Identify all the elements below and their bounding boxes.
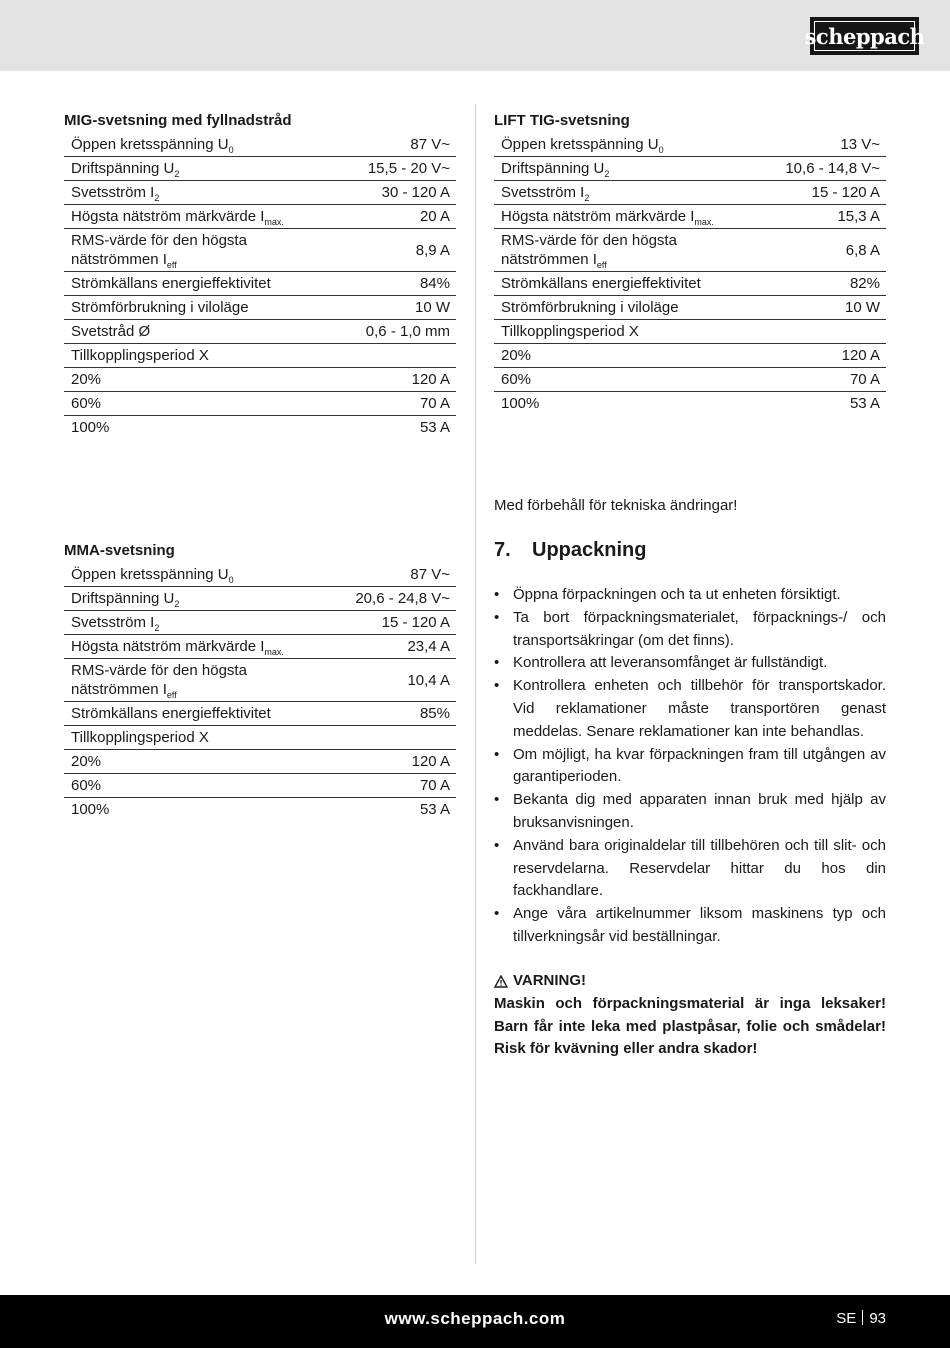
- spec-row: [64, 659, 456, 702]
- spec-label: [64, 563, 299, 587]
- spec-row: [494, 320, 886, 344]
- spec-label: [64, 157, 299, 181]
- bullet-icon: •: [494, 791, 500, 809]
- list-item: [494, 789, 886, 835]
- spec-label-subscript: 2: [604, 169, 610, 179]
- spec-value: 15 - 120 A: [381, 614, 450, 631]
- spec-label-text: RMS-värde för den högsta nätströmmen I: [71, 232, 247, 268]
- footer-url: www.scheppach.com: [384, 1309, 566, 1328]
- list-item: [494, 744, 886, 790]
- list-item-text: Bekanta dig med apparaten innan bruk med hjälp av bruksanvisningen.: [513, 791, 886, 831]
- spec-value: 53 A: [419, 419, 450, 436]
- spec-value: 53 A: [849, 395, 880, 412]
- spec-label-text: Öppen kretsspänning U: [71, 136, 229, 153]
- spec-value: 10,4 A: [407, 671, 450, 689]
- spec-row: [64, 344, 456, 368]
- spec-row: [64, 726, 456, 750]
- bullet-icon: •: [494, 905, 500, 923]
- spec-row: [64, 368, 456, 392]
- spec-value: 15,5 - 20 V~: [367, 160, 450, 177]
- footer-bar: [0, 1295, 950, 1348]
- spec-value: 0,6 - 1,0 mm: [365, 323, 450, 340]
- spec-label-text: Strömförbrukning i viloläge: [71, 299, 249, 316]
- spec-value: 53 A: [419, 801, 450, 818]
- mig-section: [64, 112, 456, 439]
- spec-row: [494, 272, 886, 296]
- spec-label-text: Driftspänning U: [501, 160, 605, 177]
- bullet-icon: •: [494, 836, 500, 854]
- spec-label-text: 20%: [501, 347, 532, 364]
- spec-label-text: RMS-värde för den högsta nätströmmen I: [71, 662, 247, 698]
- spec-label: [64, 205, 299, 229]
- spec-label: [494, 205, 729, 229]
- spec-value: 15,3 A: [837, 208, 880, 225]
- mma-title: MMA-svetsning: [64, 542, 175, 559]
- bullet-icon: •: [494, 608, 500, 626]
- warning-heading-text: VARNING!: [513, 972, 587, 989]
- spec-row: [494, 229, 886, 272]
- spec-value: 13 V~: [840, 136, 880, 153]
- warning-section: [494, 970, 886, 1061]
- spec-label-text: Strömkällans energieffektivitet: [71, 275, 271, 292]
- spec-value: 15 - 120 A: [811, 184, 880, 201]
- spec-label: [64, 133, 299, 157]
- spec-label-subscript: 2: [154, 623, 160, 633]
- list-item-text: Kontrollera enheten och tillbehör för transportskador. Vid reklamationer måste transportören genast meddelas. Senare reklamationer kan inte behandlas.: [513, 677, 886, 740]
- spec-value: 30 - 120 A: [381, 184, 450, 201]
- mma-spec-table: [64, 563, 456, 821]
- spec-row: [494, 296, 886, 320]
- spec-value: 120 A: [411, 371, 450, 388]
- spec-label-text: Högsta nätström märkvärde I: [71, 638, 265, 655]
- spec-label-text: 20%: [71, 753, 102, 770]
- spec-label: [494, 229, 729, 272]
- spec-label-text: RMS-värde för den högsta nätströmmen I: [501, 232, 677, 268]
- spec-label: [64, 659, 299, 702]
- spec-value: 120 A: [411, 753, 450, 770]
- spec-row: [64, 157, 456, 181]
- chapter-heading: [494, 538, 886, 562]
- spec-value: 8,9 A: [415, 241, 450, 259]
- spec-row: [494, 181, 886, 205]
- spec-row: [64, 611, 456, 635]
- spec-label-text: Strömkällans energieffektivitet: [501, 275, 701, 292]
- bullet-icon: •: [494, 677, 500, 695]
- spec-label-text: Strömkällans energieffektivitet: [71, 705, 271, 722]
- spec-label: [64, 611, 299, 635]
- page-separator: [862, 1310, 863, 1325]
- spec-label: [64, 587, 299, 611]
- spec-row: [64, 587, 456, 611]
- spec-label: [64, 181, 299, 205]
- logo-text: scheppach: [804, 23, 925, 49]
- spec-label-text: 100%: [71, 801, 110, 818]
- page-num: 93: [869, 1310, 886, 1327]
- spec-value: [729, 320, 886, 344]
- spec-label: [494, 272, 729, 296]
- spec-value: [299, 726, 456, 750]
- scheppach-logo: [804, 17, 925, 55]
- spec-row: [64, 272, 456, 296]
- spec-label-text: Svetsström I: [71, 184, 155, 201]
- spec-label-text: Öppen kretsspänning U: [71, 566, 229, 583]
- spec-label-subscript: max.: [264, 217, 284, 227]
- spec-label: [494, 344, 729, 368]
- spec-label-text: Högsta nätström märkvärde I: [71, 208, 265, 225]
- spec-label-subscript: eff: [596, 260, 607, 270]
- spec-label-text: 60%: [71, 395, 102, 412]
- spec-row: [64, 392, 456, 416]
- list-item-text: Ta bort förpackningsmaterialet, förpacknings-/ och transportsäkringar (om det finns).: [513, 608, 886, 649]
- spec-label: [64, 368, 299, 392]
- spec-label-text: Svetstråd Ø: [71, 323, 151, 340]
- spec-row: [494, 205, 886, 229]
- spec-value: 85%: [419, 705, 450, 722]
- spec-row: [64, 798, 456, 822]
- list-item-text: Om möjligt, ha kvar förpackningen fram till utgången av garantiperioden.: [513, 745, 886, 786]
- spec-row: [64, 181, 456, 205]
- warning-triangle-icon: [494, 975, 508, 988]
- spec-value: 10 W: [844, 299, 880, 316]
- spec-row: [64, 702, 456, 726]
- spec-value: 84%: [419, 275, 450, 292]
- spec-value: 20,6 - 24,8 V~: [355, 590, 450, 607]
- spec-label: [64, 774, 299, 798]
- spec-label: [494, 181, 729, 205]
- spec-row: [64, 133, 456, 157]
- chapter-number: 7.: [494, 539, 511, 561]
- spec-label: [64, 702, 299, 726]
- spec-label-text: 60%: [71, 777, 102, 794]
- spec-label: [494, 133, 729, 157]
- spec-label-text: 20%: [71, 371, 102, 388]
- list-item-text: Ange våra artikelnummer liksom maskinens typ och tillverkningsår vid beställningar.: [513, 905, 886, 945]
- spec-value: 87 V~: [410, 136, 450, 153]
- spec-value: 120 A: [841, 347, 880, 364]
- mma-section: [64, 542, 456, 821]
- spec-label-subscript: eff: [166, 260, 177, 270]
- spec-label: [64, 726, 299, 750]
- spec-row: [64, 635, 456, 659]
- spec-label-subscript: 0: [658, 145, 664, 155]
- spec-value: 20 A: [419, 208, 450, 225]
- spec-label: [494, 368, 729, 392]
- spec-label-text: Tillkopplingsperiod X: [71, 729, 209, 746]
- spec-label: [64, 798, 299, 822]
- spec-value: 23,4 A: [407, 638, 450, 655]
- spec-label: [64, 416, 299, 440]
- spec-row: [64, 229, 456, 272]
- spec-label: [64, 320, 299, 344]
- spec-value: 87 V~: [410, 566, 450, 583]
- spec-label: [64, 344, 299, 368]
- tig-spec-table: [494, 133, 886, 415]
- spec-row: [494, 157, 886, 181]
- technical-changes-note: Med förbehåll för tekniska ändringar!: [494, 497, 738, 514]
- spec-label-subscript: 2: [174, 599, 180, 609]
- spec-row: [64, 774, 456, 798]
- spec-label-text: Driftspänning U: [71, 160, 175, 177]
- spec-label-subscript: 2: [174, 169, 180, 179]
- note-section: [494, 496, 886, 515]
- spec-label-subscript: 2: [154, 193, 160, 203]
- warning-heading: [494, 970, 886, 993]
- list-item: [494, 607, 886, 653]
- spec-label-subscript: 0: [228, 145, 234, 155]
- spec-row: [64, 296, 456, 320]
- spec-label-text: Tillkopplingsperiod X: [501, 323, 639, 340]
- spec-row: [494, 344, 886, 368]
- bullet-icon: •: [494, 654, 500, 672]
- tig-section: [494, 112, 886, 415]
- tig-title: LIFT TIG-svetsning: [494, 112, 630, 129]
- spec-label: [64, 272, 299, 296]
- spec-row: [494, 368, 886, 392]
- spec-row: [64, 563, 456, 587]
- spec-row: [64, 416, 456, 440]
- spec-label: [64, 296, 299, 320]
- bullet-icon: •: [494, 745, 500, 763]
- spec-label-text: Driftspänning U: [71, 590, 175, 607]
- list-item: [494, 835, 886, 903]
- spec-label: [64, 750, 299, 774]
- spec-value: 6,8 A: [845, 241, 880, 259]
- page-number: [836, 1310, 886, 1327]
- spec-row: [494, 392, 886, 416]
- list-item-text: Använd bara originaldelar till tillbehören och till slit- och reservdelarna. Reservdelar hittar du hos din fackhandlare.: [513, 836, 886, 900]
- spec-label-subscript: max.: [264, 647, 284, 657]
- spec-row: [64, 320, 456, 344]
- mig-title: MIG-svetsning med fyllnadstråd: [64, 112, 292, 129]
- list-item: [494, 652, 886, 675]
- spec-label-text: Tillkopplingsperiod X: [71, 347, 209, 364]
- list-item: [494, 675, 886, 743]
- spec-value: [299, 344, 456, 368]
- spec-value: 10 W: [414, 299, 450, 316]
- spec-label-text: 60%: [501, 371, 532, 388]
- column-divider: [475, 104, 476, 1264]
- unpacking-section: [494, 538, 886, 949]
- spec-label-text: Högsta nätström märkvärde I: [501, 208, 695, 225]
- spec-value: 70 A: [419, 395, 450, 412]
- spec-label-subscript: 2: [584, 193, 590, 203]
- spec-label-text: Strömförbrukning i viloläge: [501, 299, 679, 316]
- spec-label-text: Öppen kretsspänning U: [501, 136, 659, 153]
- unpacking-list: [494, 584, 886, 949]
- spec-value: 10,6 - 14,8 V~: [785, 160, 880, 177]
- spec-label-text: 100%: [501, 395, 540, 412]
- spec-label: [64, 635, 299, 659]
- header-bar: [0, 0, 950, 71]
- spec-label-subscript: max.: [694, 217, 714, 227]
- spec-label-subscript: eff: [166, 690, 177, 700]
- spec-label-subscript: 0: [228, 575, 234, 585]
- spec-value: 82%: [849, 275, 880, 292]
- list-item: [494, 903, 886, 949]
- warning-text: Maskin och förpackningsmaterial är inga leksaker! Barn får inte leka med plastpåsar, folie och smådelar! Risk för kvävning eller andra skador!: [494, 994, 886, 1058]
- spec-label: [494, 320, 729, 344]
- spec-label: [494, 157, 729, 181]
- spec-value: 70 A: [419, 777, 450, 794]
- language-code: SE: [836, 1310, 857, 1327]
- list-item-text: Kontrollera att leveransomfånget är fullständigt.: [513, 654, 828, 672]
- mig-spec-table: [64, 133, 456, 439]
- spec-row: [64, 205, 456, 229]
- spec-label-text: Svetsström I: [71, 614, 155, 631]
- chapter-title: Uppackning: [532, 539, 647, 561]
- spec-label: [494, 296, 729, 320]
- spec-label: [494, 392, 729, 416]
- list-item: [494, 584, 886, 607]
- spec-label: [64, 392, 299, 416]
- spec-label: [64, 229, 299, 272]
- spec-value: 70 A: [849, 371, 880, 388]
- spec-row: [494, 133, 886, 157]
- bullet-icon: •: [494, 586, 500, 603]
- spec-label-text: 100%: [71, 419, 110, 436]
- spec-label-text: Svetsström I: [501, 184, 585, 201]
- list-item-text: Öppna förpackningen och ta ut enheten försiktigt.: [513, 586, 841, 603]
- spec-row: [64, 750, 456, 774]
